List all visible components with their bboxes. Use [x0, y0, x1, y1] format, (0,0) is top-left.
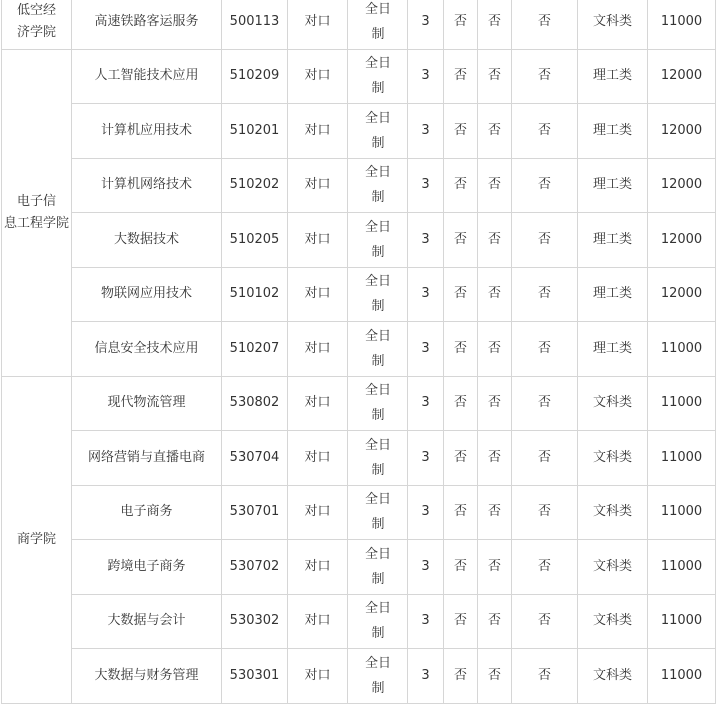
major-name: 计算机应用技术: [72, 104, 222, 159]
enrollment-type: 对口: [288, 104, 348, 159]
tuition-fee: 11000: [648, 649, 716, 704]
college-cell: [2, 0, 72, 49]
study-mode: [348, 431, 408, 486]
study-years: 3: [408, 158, 444, 213]
flag-2: 否: [478, 49, 512, 104]
college-cell: [2, 376, 72, 703]
study-years: 3: [408, 376, 444, 431]
tuition-fee: 12000: [648, 267, 716, 322]
flag-3: 否: [512, 431, 578, 486]
flag-2: 否: [478, 322, 512, 377]
enrollment-type: 对口: [288, 540, 348, 595]
flag-1: 否: [444, 376, 478, 431]
college-name-line: 低空经: [16, 2, 56, 18]
table-row: [2, 49, 716, 104]
tuition-fee: 11000: [648, 540, 716, 595]
flag-3: 否: [512, 158, 578, 213]
major-name: 信息安全技术应用: [72, 322, 222, 377]
enrollment-table: [1, 0, 716, 704]
major-code: 530301: [222, 649, 288, 704]
flag-1: 否: [444, 485, 478, 540]
flag-1: 否: [444, 649, 478, 704]
subject-category: 文科类: [578, 0, 648, 49]
study-mode-text: 全日制: [364, 383, 391, 424]
study-mode: [348, 649, 408, 704]
major-name: 跨境电子商务: [72, 540, 222, 595]
flag-1: 否: [444, 594, 478, 649]
subject-category: 理工类: [578, 158, 648, 213]
table-row: [2, 376, 716, 431]
tuition-fee: 11000: [648, 322, 716, 377]
major-name: 计算机网络技术: [72, 158, 222, 213]
study-mode-text: 全日制: [364, 56, 391, 97]
tuition-fee: 12000: [648, 104, 716, 159]
flag-3: 否: [512, 594, 578, 649]
tuition-fee: 11000: [648, 485, 716, 540]
table-row: [2, 540, 716, 595]
major-name: 高速铁路客运服务: [72, 0, 222, 49]
flag-2: 否: [478, 594, 512, 649]
study-mode-text: 全日制: [364, 546, 391, 587]
subject-category: 理工类: [578, 49, 648, 104]
major-code: 510207: [222, 322, 288, 377]
flag-1: 否: [444, 158, 478, 213]
study-years: 3: [408, 322, 444, 377]
flag-2: 否: [478, 104, 512, 159]
flag-2: 否: [478, 540, 512, 595]
study-mode-text: 全日制: [364, 492, 391, 533]
college-name-line: 济学院: [16, 24, 56, 40]
major-code: 500113: [222, 0, 288, 49]
study-mode: [348, 485, 408, 540]
major-code: 530802: [222, 376, 288, 431]
major-code: 530704: [222, 431, 288, 486]
flag-2: 否: [478, 213, 512, 268]
flag-3: 否: [512, 485, 578, 540]
flag-3: 否: [512, 49, 578, 104]
subject-category: 理工类: [578, 322, 648, 377]
college-name-line: 息工程学院: [3, 215, 69, 231]
tuition-fee: 11000: [648, 376, 716, 431]
major-code: 530302: [222, 594, 288, 649]
study-mode: [348, 158, 408, 213]
flag-2: 否: [478, 649, 512, 704]
flag-1: 否: [444, 267, 478, 322]
enrollment-type: 对口: [288, 649, 348, 704]
major-code: 510209: [222, 49, 288, 104]
subject-category: 文科类: [578, 540, 648, 595]
study-mode-text: 全日制: [364, 165, 391, 206]
flag-2: 否: [478, 158, 512, 213]
major-name: 物联网应用技术: [72, 267, 222, 322]
table-row: [2, 485, 716, 540]
study-years: 3: [408, 49, 444, 104]
flag-2: 否: [478, 0, 512, 49]
flag-3: 否: [512, 104, 578, 159]
table-row: [2, 594, 716, 649]
major-code: 530701: [222, 485, 288, 540]
study-mode: [348, 322, 408, 377]
flag-3: 否: [512, 322, 578, 377]
subject-category: 文科类: [578, 649, 648, 704]
enrollment-type: 对口: [288, 376, 348, 431]
major-name: 电子商务: [72, 485, 222, 540]
study-mode: [348, 213, 408, 268]
major-name: 人工智能技术应用: [72, 49, 222, 104]
study-mode: [348, 594, 408, 649]
enrollment-type: 对口: [288, 431, 348, 486]
flag-2: 否: [478, 376, 512, 431]
major-code: 510205: [222, 213, 288, 268]
tuition-fee: 11000: [648, 594, 716, 649]
enrollment-type: 对口: [288, 322, 348, 377]
major-code: 530702: [222, 540, 288, 595]
major-code: 510202: [222, 158, 288, 213]
college-name-line: 商学院: [16, 531, 56, 547]
major-code: 510201: [222, 104, 288, 159]
flag-1: 否: [444, 104, 478, 159]
study-years: 3: [408, 649, 444, 704]
enrollment-type: 对口: [288, 49, 348, 104]
major-name: 大数据与财务管理: [72, 649, 222, 704]
flag-3: 否: [512, 649, 578, 704]
study-years: 3: [408, 0, 444, 49]
flag-3: 否: [512, 376, 578, 431]
table-row: [2, 267, 716, 322]
subject-category: 文科类: [578, 594, 648, 649]
study-years: 3: [408, 540, 444, 595]
study-mode-text: 全日制: [364, 219, 391, 260]
flag-1: 否: [444, 213, 478, 268]
table-row: [2, 649, 716, 704]
major-name: 网络营销与直播电商: [72, 431, 222, 486]
study-years: 3: [408, 104, 444, 159]
flag-1: 否: [444, 322, 478, 377]
study-mode-text: 全日制: [364, 110, 391, 151]
table-row: [2, 322, 716, 377]
college-name: [4, 0, 70, 44]
study-mode-text: 全日制: [364, 328, 391, 369]
major-name: 大数据技术: [72, 213, 222, 268]
college-cell: [2, 49, 72, 376]
study-mode: [348, 0, 408, 49]
table-body: [2, 0, 716, 703]
subject-category: 文科类: [578, 376, 648, 431]
tuition-fee: 12000: [648, 49, 716, 104]
study-mode: [348, 267, 408, 322]
study-mode-text: 全日制: [364, 437, 391, 478]
enrollment-type: 对口: [288, 0, 348, 49]
study-mode: [348, 49, 408, 104]
flag-1: 否: [444, 431, 478, 486]
study-mode-text: 全日制: [364, 274, 391, 315]
major-name: 大数据与会计: [72, 594, 222, 649]
enrollment-type: 对口: [288, 158, 348, 213]
tuition-fee: 12000: [648, 158, 716, 213]
study-mode-text: 全日制: [364, 655, 391, 696]
college-name: [4, 191, 70, 235]
study-mode: [348, 376, 408, 431]
enrollment-type: 对口: [288, 213, 348, 268]
tuition-fee: 11000: [648, 431, 716, 486]
study-years: 3: [408, 431, 444, 486]
major-code: 510102: [222, 267, 288, 322]
study-mode-text: 全日制: [364, 601, 391, 642]
flag-2: 否: [478, 485, 512, 540]
table-row: [2, 0, 716, 49]
subject-category: 文科类: [578, 431, 648, 486]
enrollment-type: 对口: [288, 594, 348, 649]
study-years: 3: [408, 213, 444, 268]
flag-2: 否: [478, 267, 512, 322]
flag-3: 否: [512, 267, 578, 322]
flag-3: 否: [512, 540, 578, 595]
flag-1: 否: [444, 540, 478, 595]
enrollment-type: 对口: [288, 485, 348, 540]
enrollment-type: 对口: [288, 267, 348, 322]
subject-category: 文科类: [578, 485, 648, 540]
flag-3: 否: [512, 213, 578, 268]
flag-2: 否: [478, 431, 512, 486]
table-row: [2, 158, 716, 213]
flag-3: 否: [512, 0, 578, 49]
study-years: 3: [408, 267, 444, 322]
college-name-line: 电子信: [16, 193, 56, 209]
tuition-fee: 11000: [648, 0, 716, 49]
table-row: [2, 104, 716, 159]
flag-1: 否: [444, 0, 478, 49]
table-row: [2, 213, 716, 268]
study-mode: [348, 540, 408, 595]
study-mode: [348, 104, 408, 159]
tuition-fee: 12000: [648, 213, 716, 268]
subject-category: 理工类: [578, 213, 648, 268]
study-mode-text: 全日制: [364, 1, 391, 42]
subject-category: 理工类: [578, 104, 648, 159]
study-years: 3: [408, 485, 444, 540]
study-years: 3: [408, 594, 444, 649]
major-name: 现代物流管理: [72, 376, 222, 431]
college-name: [4, 529, 70, 551]
subject-category: 理工类: [578, 267, 648, 322]
table-row: [2, 431, 716, 486]
flag-1: 否: [444, 49, 478, 104]
